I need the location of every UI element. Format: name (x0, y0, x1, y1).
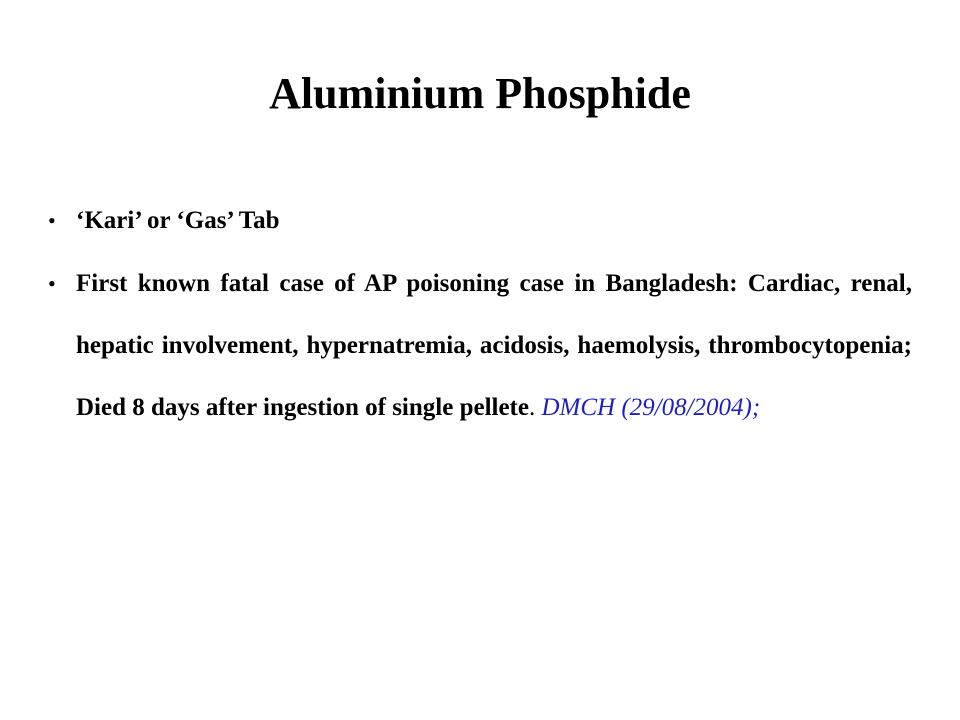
bullet-item-2 (48, 253, 912, 439)
slide-title: Aluminium Phosphide (269, 69, 691, 118)
bullet-list (48, 190, 912, 439)
bullet-text (76, 253, 912, 439)
bullet-icon: • (48, 271, 56, 296)
bullet-text: ‘Kari’ or ‘Gas’ Tab (76, 207, 280, 234)
bullet-body: First known fatal case of AP poisoning case in Bangladesh: Cardiac, renal, hepatic involvement, hypernatremia, acidosis, haemolysis, thrombocytopenia; Died 8 days after ingestion of single pellete (76, 270, 912, 421)
bullet-icon: • (48, 208, 56, 233)
bullet-item-1 (48, 190, 912, 252)
citation: DMCH (29/08/2004); (541, 394, 761, 421)
bullet-body-end: . (528, 394, 536, 421)
